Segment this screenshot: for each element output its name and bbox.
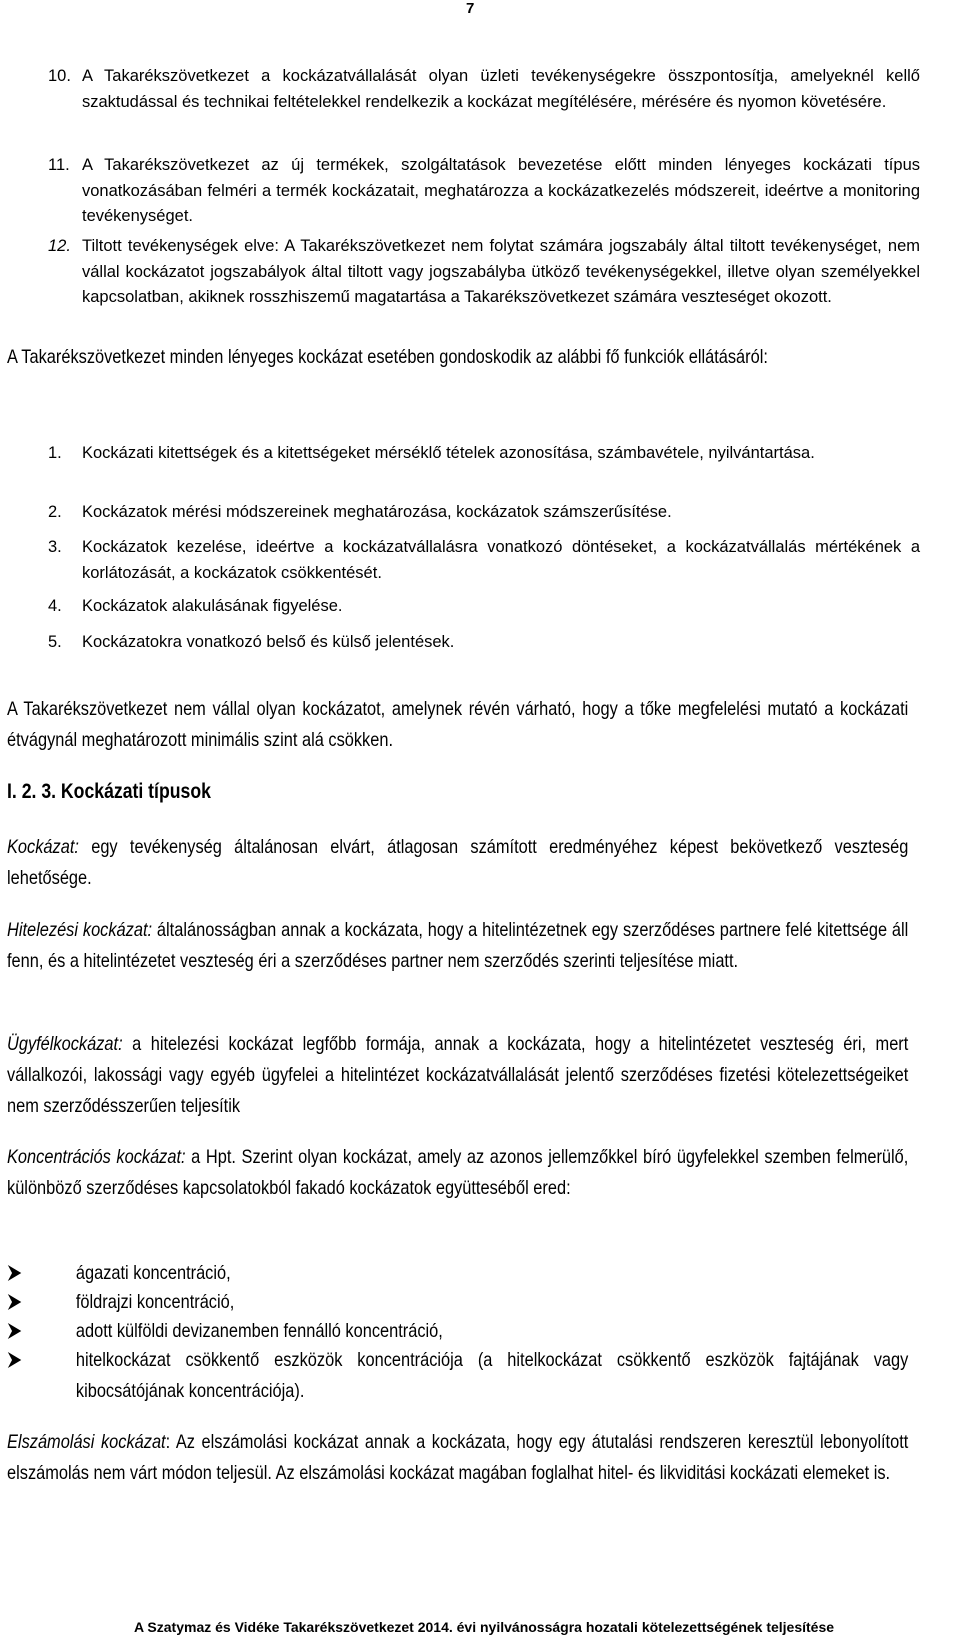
section-heading: I. 2. 3. Kockázati típusok xyxy=(7,780,211,803)
definition-term: Ügyfélkockázat: xyxy=(7,1033,123,1055)
definition-text: : Az elszámolási kockázat annak a kockázata, hogy egy átutalási rendszeren keresztül lebonyolított elszámolás nem várt módon teljesül. Az elszámolási kockázat magában foglalhat hitel- és likviditási kockázati elemeket is. xyxy=(7,1431,909,1484)
definition-concentration-risk xyxy=(7,1142,908,1204)
arrow-bullet-icon xyxy=(7,1322,22,1340)
definition-text: a Hpt. Szerint olyan kockázat, amely az azonos jellemzőkkel bíró ügyfelekkel szemben felmerülő, különböző szerződéses kapcsolatokból fakadó kockázatok együtteséből ered: xyxy=(7,1146,909,1199)
definition-text: egy tevékenység általánosan elvárt, átlagosan számított eredményéhez képest bekövetkező veszteség lehetősége. xyxy=(7,836,909,889)
definition-risk xyxy=(7,832,908,894)
bullet-item xyxy=(7,1345,908,1407)
bullet-text: hitelkockázat csökkentő eszközök koncentrációja (a hitelkockázat csökkentő eszközök fajtájának vagy kibocsátójának koncentrációja). xyxy=(75,1349,909,1402)
item-text: Kockázatok kezelése, ideértve a kockázatvállalásra vonatkozó döntéseket, a kockázatvállalás mértékének a korlátozását, a kockázatok csökkentését. xyxy=(82,538,920,582)
capital-statement: A Takarékszövetkezet nem vállal olyan kockázatot, amelynek révén várható, hogy a tőke megfelelési mutató a kockázati étvágynál meghatározott minimális szint alá csökken. xyxy=(7,698,909,751)
definition-term: Kockázat: xyxy=(7,836,79,858)
page-number: 7 xyxy=(466,0,475,17)
item-number: 3. xyxy=(48,538,62,556)
item-text: Kockázati kitettségek és a kitettségeket mérséklő tételek azonosítása, számbavétele, nyilvántartása. xyxy=(82,444,815,462)
bullet-item xyxy=(7,1287,908,1318)
item-number: 4. xyxy=(48,597,62,615)
arrow-bullet-icon xyxy=(7,1264,22,1282)
definition-client-risk xyxy=(7,1029,908,1122)
principle-item-12 xyxy=(48,234,920,311)
item-number: 1. xyxy=(48,444,62,462)
function-item-1 xyxy=(48,441,920,467)
definition-term: Koncentrációs kockázat: xyxy=(7,1146,186,1168)
item-text: Kockázatok mérési módszereinek meghatározása, kockázatok számszerűsítése. xyxy=(82,503,672,521)
definition-term: Hitelezési kockázat: xyxy=(7,919,153,941)
definition-term: Elszámolási kockázat xyxy=(7,1431,166,1453)
item-number: 10. xyxy=(48,67,71,85)
item-number: 12. xyxy=(48,237,71,255)
bullet-text: adott külföldi devizanemben fennálló koncentráció, xyxy=(75,1320,443,1342)
item-text: A Takarékszövetkezet az új termékek, szolgáltatások bevezetése előtt minden lényeges kockázati típus vonatkozásában felméri a termék kockázatait, meghatározza a kockázatkezelés módszereit, ideértve a monitoring tevékenységet. xyxy=(82,156,920,225)
definition-text: a hitelezési kockázat legfőbb formája, annak a kockázata, hogy a hitelintézetet veszteség éri, mert vállalkozói, lakossági vagy egyéb ügyfelei a hitelintézet kockázatvállalását jelentő szerződéses fizetési kötelezettségeiket nem szerződésszerűen teljesítik xyxy=(7,1033,909,1117)
principle-item-11 xyxy=(48,153,920,230)
function-item-3 xyxy=(48,535,920,586)
arrow-bullet-icon xyxy=(7,1351,22,1369)
item-text: Kockázatok alakulásának figyelése. xyxy=(82,597,343,615)
item-number: 5. xyxy=(48,633,62,651)
function-item-5 xyxy=(48,630,920,656)
function-item-2 xyxy=(48,500,920,526)
definition-credit-risk xyxy=(7,915,908,977)
principle-item-10 xyxy=(48,64,920,115)
item-text: A Takarékszövetkezet a kockázatvállalását olyan üzleti tevékenységekre összpontosítja, amelyeknél kellő szaktudással és technikai feltételekkel rendelkezik a kockázat megítélésére, mérésére és nyomon követésére. xyxy=(82,67,920,111)
bullet-item xyxy=(7,1258,908,1289)
item-text: Kockázatokra vonatkozó belső és külső jelentések. xyxy=(82,633,455,651)
function-item-4 xyxy=(48,594,920,620)
item-number: 2. xyxy=(48,503,62,521)
page-footer: A Szatymaz és Vidéke Takarékszövetkezet 2014. évi nyilvánosságra hozatali kötelezettségének teljesítése xyxy=(133,1619,835,1635)
bullet-text: ágazati koncentráció, xyxy=(75,1262,231,1284)
bullet-text: földrajzi koncentráció, xyxy=(75,1291,235,1313)
functions-intro: A Takarékszövetkezet minden lényeges kockázat esetében gondoskodik az alábbi fő funkciók ellátásáról: xyxy=(7,346,768,368)
definition-settlement-risk xyxy=(7,1427,908,1489)
definition-text: általánosságban annak a kockázata, hogy a hitelintézetnek egy szerződéses partnere felé kitettsége áll fenn, és a hitelintézetet veszteség éri a szerződéses partner nem szerződés szerinti teljesítése miatt. xyxy=(7,919,909,972)
arrow-bullet-icon xyxy=(7,1293,22,1311)
bullet-item xyxy=(7,1316,908,1347)
item-text: Tiltott tevékenységek elve: A Takarékszövetkezet nem folytat számára jogszabály által tiltott tevékenységet, nem vállal kockázatot jogszabályok által tiltott vagy jogszabályba ütköző tevékenységekkel, illetve olyan személyekkel kapcsolatban, akiknek rosszhiszemű magatartása a Takarékszövetkezet számára veszteséget okozott. xyxy=(82,237,920,306)
item-number: 11. xyxy=(48,156,70,174)
